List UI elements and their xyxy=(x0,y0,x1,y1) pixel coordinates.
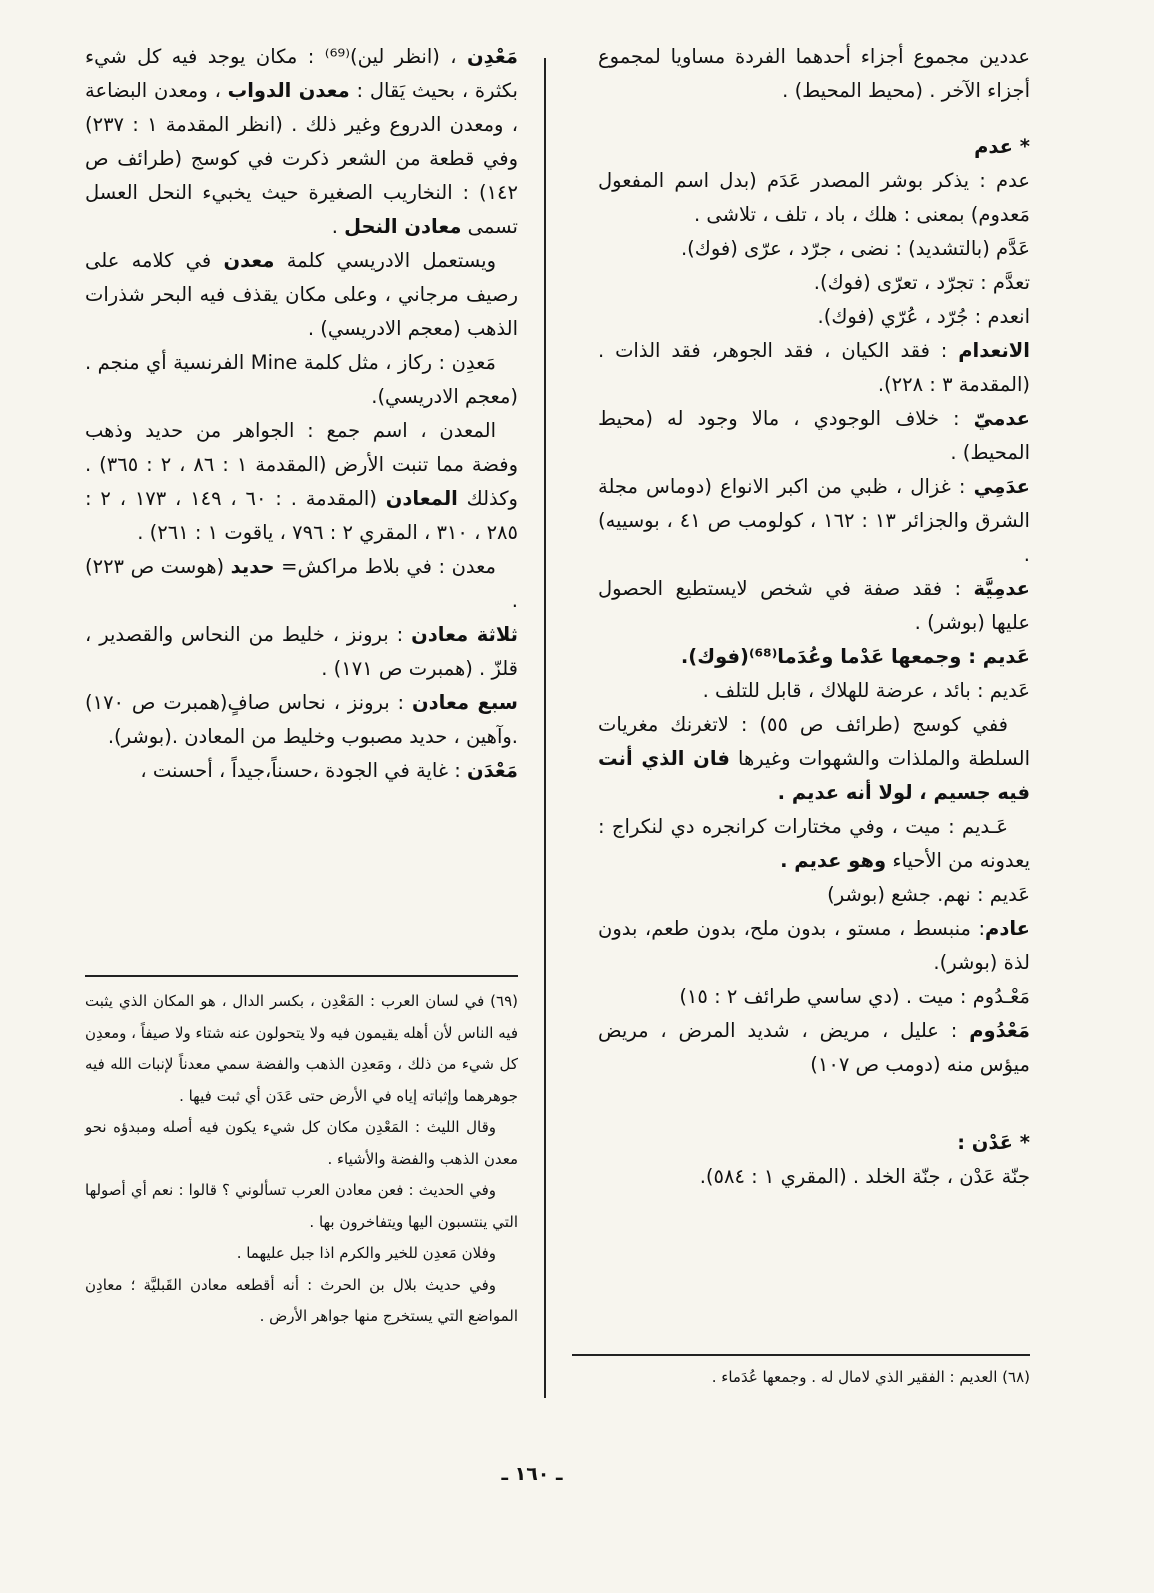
footnote: وفلان مَعدِن للخير والكرم اذا جبل عليهما . xyxy=(236,1244,496,1262)
paragraph xyxy=(598,810,1030,878)
paragraph xyxy=(85,686,518,754)
entry-term: معادن النحل xyxy=(344,215,462,238)
paragraph xyxy=(598,1014,1030,1082)
entry-text: : غزال ، ظبي من اكبر الانواع (دوماس مجلة الشرق والجزائر ١٣ : ١٦٢ ، كولومب ص ٤١ ، بوسييه) . xyxy=(598,475,1030,566)
entry-term: عدَمِي xyxy=(973,475,1030,498)
entry-text: المعدن ، اسم جمع : الجواهر من حديد وذهب وفضة مما تنبت الأرض (المقدمة ١ : ٨٦ ، ٢ : ٣٦٥) . وكذلك xyxy=(85,419,518,510)
footnote-rule xyxy=(85,975,518,977)
entry-text: : وجمعها عَدْما وعُدَما⁽⁶⁸⁾(فوك). xyxy=(680,645,983,668)
paragraph: مَعدِن : ركاز ، مثل كلمة Mine الفرنسية أي منجم . (معجم الادريسي). xyxy=(85,351,518,408)
column-divider xyxy=(544,58,546,1398)
entry-text: . xyxy=(331,215,345,238)
entry-text: ، ومعدن البضاعة ، ومعدن الدروع وغير ذلك . (انظر المقدمة ١ : ٢٣٧) وفي قطعة من الشعر ذكرت في كوسج (طرائف ص ١٤٢) : النخاريب الصغيرة حيث يخبيء النحل العسل تسمى xyxy=(85,79,518,238)
entry-heading-adn: * عَدْن : xyxy=(957,1131,1030,1154)
entry-text: ويستعمل الادريسي كلمة xyxy=(274,249,496,272)
entry-text: : فقد صفة في شخص لايستطيع الحصول عليها (بوشر) . xyxy=(598,577,1030,634)
entry-text: : فقد الكيان ، فقد الجوهر، فقد الذات . (المقدمة ٣ : ٢٢٨). xyxy=(598,339,1030,396)
footnotes xyxy=(85,986,518,1333)
entry-quote: وهو عديم . xyxy=(780,849,887,872)
paragraph xyxy=(598,708,1030,810)
entry-term: حديد xyxy=(230,555,275,578)
footnote: وقال الليث : المَعْدِن مكان كل شيء يكون فيه أصله ومبدؤه نحو معدن الذهب والفضة والأشياء . xyxy=(85,1118,518,1168)
entry-text: : خلاف الوجودي ، مالا وجود له (محيط المحيط) . xyxy=(598,407,1030,464)
paragraph xyxy=(598,912,1030,980)
paragraph xyxy=(598,470,1030,572)
entry-text: في كلامه على رصيف مرجاني ، وعلى مكان يقذف فيه البحر شذرات الذهب (معجم الادريسي) . xyxy=(85,249,518,340)
paragraph: تعدَّم : تجرّد ، تعرّى (فوك). xyxy=(813,271,1030,294)
entry-term: مَعْدِن xyxy=(467,45,518,68)
paragraph: انعدم : جُرّد ، عُرّي (فوك). xyxy=(817,305,1030,328)
paragraph xyxy=(85,414,518,550)
paragraph xyxy=(598,572,1030,640)
paragraph xyxy=(85,40,518,244)
paragraph xyxy=(598,334,1030,402)
entry-text: (المقدمة . : ٦٠ ، ١٤٩ ، ١٧٣ ، ٢ : ٢٨٥ ، ٣١٠ ، المقري ٢ : ٧٩٦ ، ياقوت ١ : ٢٦١) . xyxy=(85,487,518,544)
paragraph: عددين مجموع أجزاء أحدهما الفردة مساويا لمجموع أجزاء الآخر . (محيط المحيط) . xyxy=(598,45,1030,102)
paragraph xyxy=(85,244,518,346)
paragraph xyxy=(598,640,1030,674)
entry-text: ، (انظر لين)⁽⁶⁹⁾ : مكان يوجد فيه كل شيء بكثرة ، بحيث يَقال : xyxy=(85,45,518,102)
paragraph: عدم : يذكر بوشر المصدر عَدَم (بدل اسم المفعول مَعدوم) بمعنى : هلك ، باد ، تلف ، تلاشى . xyxy=(598,169,1030,226)
right-column xyxy=(598,40,1030,1194)
paragraph: عَديم : بائد ، عرضة للهلاك ، قابل للتلف . xyxy=(702,679,1030,702)
footnote: وفي الحديث : فعن معادن العرب تسألوني ؟ قالوا : نعم أي أصولها التي ينتسبون اليها ويتفاخرون بها . xyxy=(85,1181,518,1231)
entry-term: عَديم xyxy=(982,645,1030,668)
footnote: (٦٩) في لسان العرب : المَعْدِن ، بكسر الدال ، هو المكان الذي يثبت فيه الناس لأن أهله يقيمون فيه ولا يتحولون عنه شتاء ولا صيفاً ، ومعدِن كل شيء من ذلك ، ومَعدِن الذهب والفضة سمي معدناً لإنبات الله فيه جوهرهما وإثباته إياه في الأرض حتى عَدَن أي ثبت فيها . xyxy=(85,992,518,1105)
entry-quote: فان الذي أنت فيه جسيم ، لولا أنه عديم . xyxy=(598,747,1030,804)
paragraph: عَدَّم (بالتشديد) : نضى ، جرّد ، عرّى (فوك). xyxy=(680,237,1030,260)
entry-text: : برونز ، نحاس صافٍ(همبرت ص ١٧٠) .وآهين ، حديد مصبوب وخليط من المعادن .(بوشر). xyxy=(85,691,518,748)
paragraph xyxy=(85,618,518,686)
entry-text: (هوست ص ٢٢٣) . xyxy=(85,555,518,612)
entry-term: سبع معادن xyxy=(412,691,518,714)
entry-term: عدميّ xyxy=(973,407,1030,430)
entry-term: مَعْدَن xyxy=(467,759,518,782)
paragraph xyxy=(598,402,1030,470)
footnote: (٦٨) العديم : الفقير الذي لامال له . وجمعها عُدَماء . xyxy=(711,1368,1030,1386)
paragraph: عَديم : نهم. جشع (بوشر) xyxy=(827,883,1030,906)
spacer xyxy=(598,1082,1030,1104)
page-number: ـ ١٦٠ ـ xyxy=(501,1463,563,1485)
entry-term: ثلاثة معادن xyxy=(411,623,518,646)
paragraph: مَعْـدُوم : ميت . (دي ساسي طرائف ٢ : ١٥) xyxy=(679,985,1030,1008)
footnote: وفي حديث بلال بن الحرث : أنه أقطعه معادن القَبليَّة ؛ معادِن المواضع التي يستخرج منها جواهر الأرض . xyxy=(85,1275,518,1325)
entry-term: معدن الدواب xyxy=(227,79,350,102)
entry-text: : برونز ، خليط من النحاس والقصدير ، قلزّ . (همبرت ص ١٧١) . xyxy=(85,623,518,680)
left-column xyxy=(85,40,518,788)
entry-term: مَعْدُوم xyxy=(969,1019,1030,1042)
entry-term: عدمِيَّة xyxy=(973,577,1030,600)
entry-term: المعادن xyxy=(385,487,458,510)
entry-text: : غاية في الجودة ،حسناً،جيداً ، أحسنت ، xyxy=(140,759,467,782)
entry-text: : عليل ، مريض ، شديد المرض ، مريض ميؤس منه (دومب ص ١٠٧) xyxy=(598,1019,1030,1076)
paragraph xyxy=(85,754,518,788)
entry-term: عادم xyxy=(985,917,1030,940)
entry-text: : منبسط ، مستو ، بدون ملح، بدون طعم، بدون لذة (بوشر). xyxy=(598,917,1030,974)
entry-text: عَـديم : ميت ، وفي مختارات كرانجره دي لنكراج : يعدونه من الأحياء xyxy=(598,815,1030,872)
entry-text: ففي كوسج (طرائف ص ٥٥) : لاتغرنك مغريات السلطة والملذات والشهوات وغيرها xyxy=(598,713,1030,770)
entry-heading-adam: * عدم xyxy=(974,135,1030,158)
entry-text: معدن : في بلاط مراكش= xyxy=(274,555,497,578)
entry-term: معدن xyxy=(223,249,275,272)
paragraph: جنّة عَدْن ، جنّة الخلد . (المقري ١ : ٥٨٤). xyxy=(699,1165,1030,1188)
paragraph xyxy=(85,550,518,618)
entry-term: الانعدام xyxy=(958,339,1030,362)
footnote-rule xyxy=(572,1354,1030,1356)
